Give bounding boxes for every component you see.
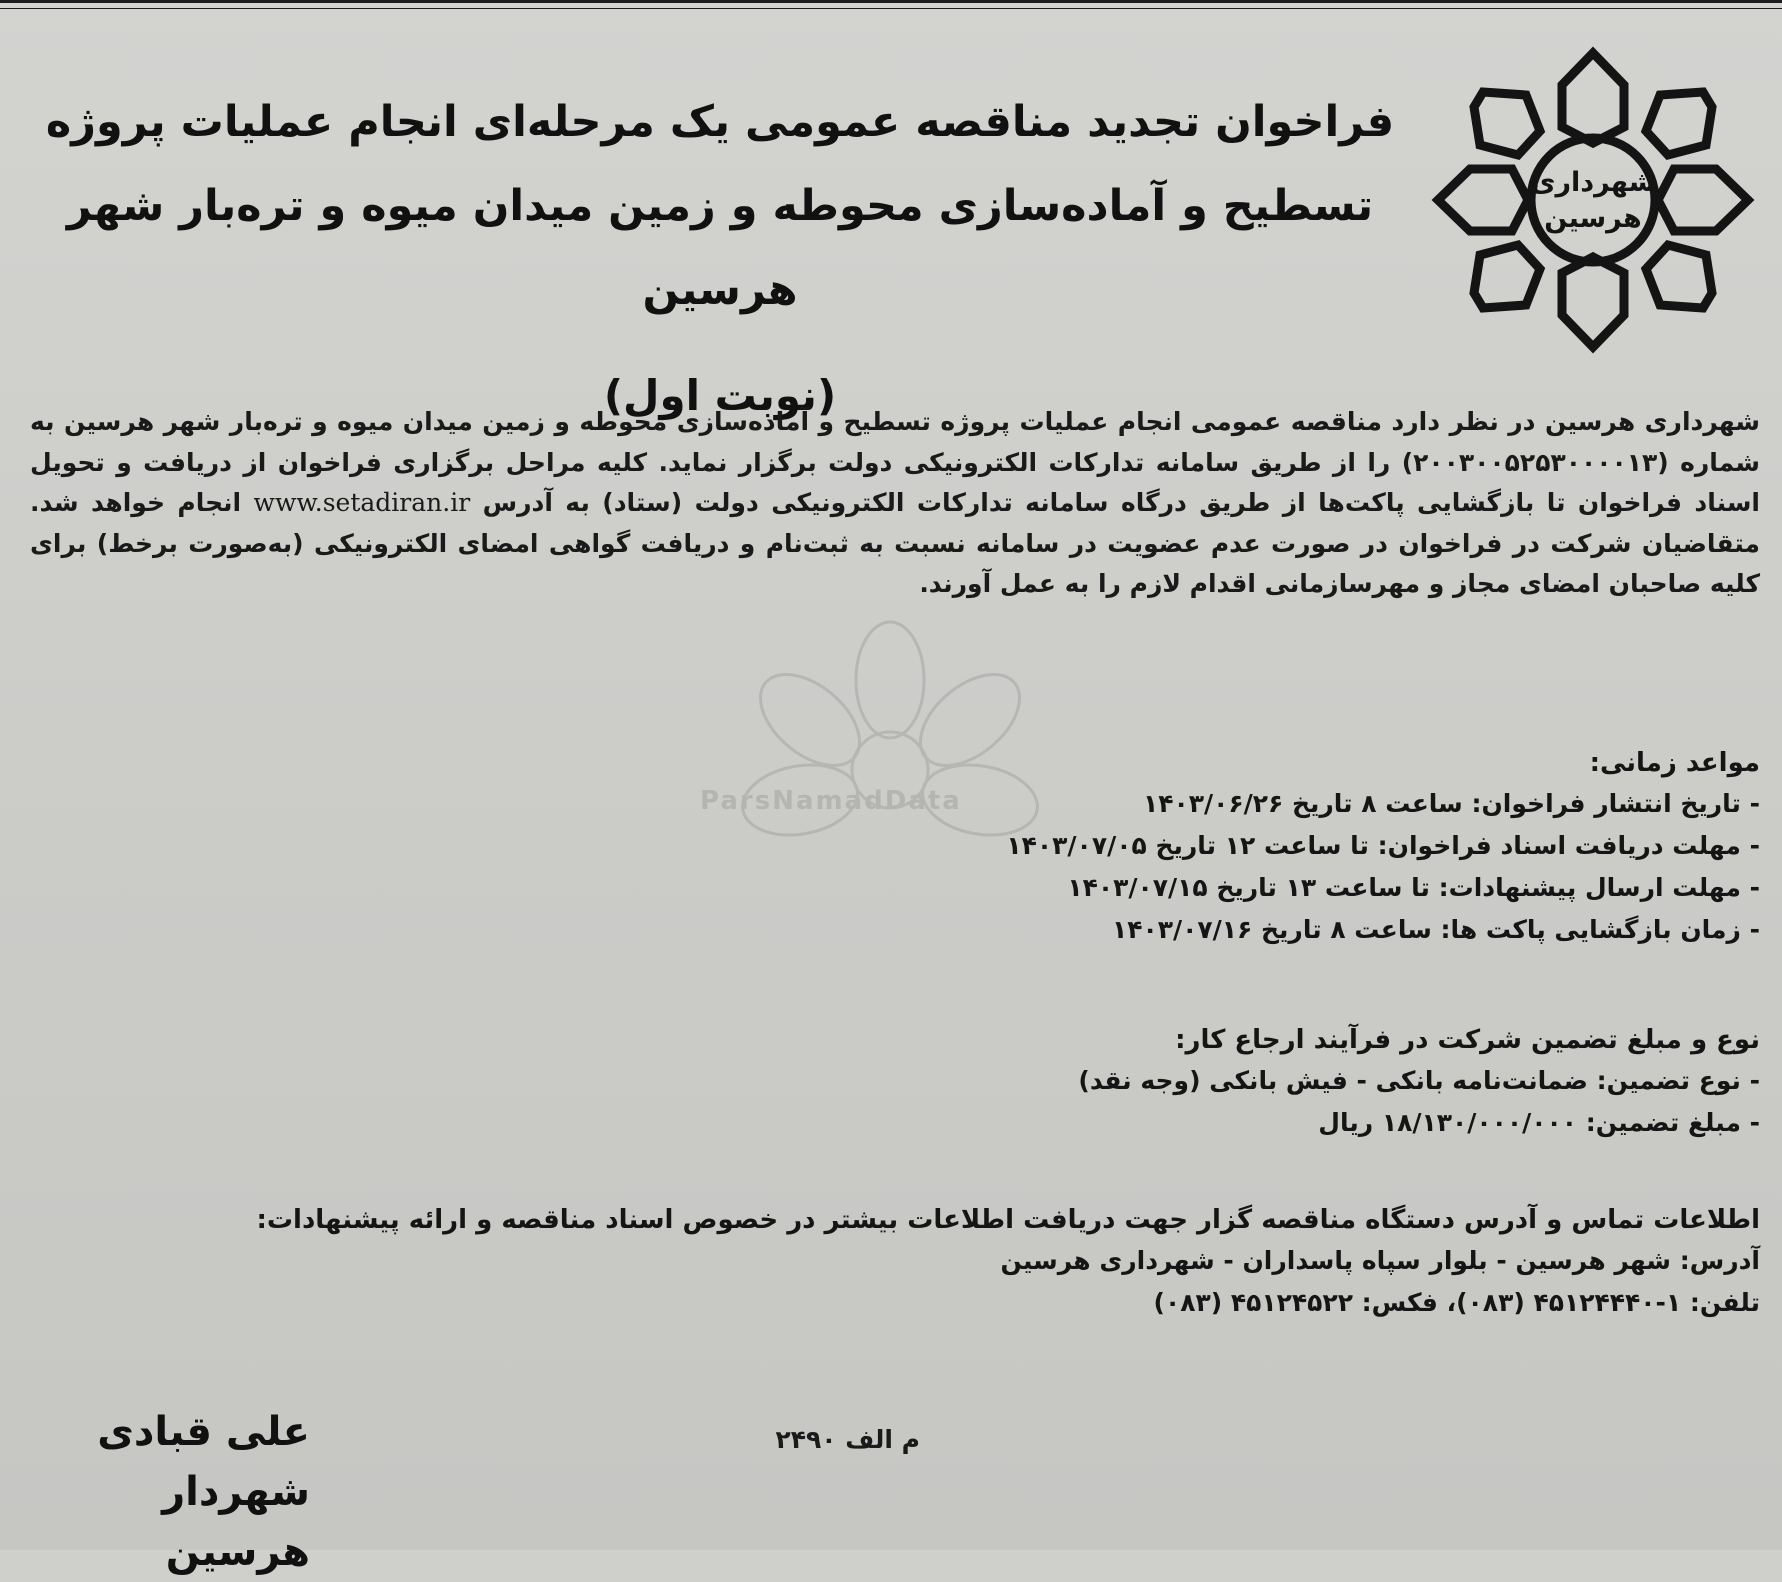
schedule-heading: مواعد زمانی: xyxy=(1589,748,1760,778)
setadiran-link[interactable]: www.setadiran.ir xyxy=(253,488,471,517)
octagram-emblem-icon xyxy=(1428,45,1758,355)
municipality-logo xyxy=(1428,45,1758,355)
contact-section xyxy=(30,1200,1760,1324)
contact-address: آدرس: شهر هرسین - بلوار سپاه پاسداران - شهرداری هرسین xyxy=(1000,1246,1760,1275)
watermark-text: ParsNamadData xyxy=(700,786,962,816)
publication-reference: م الف ۲۴۹۰ xyxy=(775,1425,920,1454)
logo-text-line1: شهرداری xyxy=(1530,167,1656,198)
top-border-rule xyxy=(0,0,1782,9)
notice-title-line1: فراخوان تجدید مناقصه عمومی یک مرحله‌ای انجام عملیات پروژه xyxy=(45,97,1395,147)
notice-title-line2: تسطیح و آماده‌سازی محوطه و زمین میدان میوه و تره‌بار شهر هرسین xyxy=(66,181,1374,315)
intro-part1: شهرداری هرسین در نظر دارد مناقصه عمومی انجام عملیات پروژه تسطیح و آماده‌سازی محوطه و زمین میدان میوه و تره‌بار شهر هرسین به شماره (۲۰۰۳۰۰۵۲۵۳۰۰۰۰۱۳) را از طریق سامانه تدارکات الکترونیکی دولت برگزار نماید. کلیه مراحل برگزاری فراخوان از دریافت و تحویل اسناد فراخوان تا بازگشایی پاکت‌ها از طریق درگاه سامانه تدارکات الکترونیکی دولت (ستاد) به آدرس xyxy=(30,407,1760,517)
intro-part2: انجام خواهد شد. متقاضیان شرکت در فراخوان در صورت عدم عضویت در سامانه نسبت به ثبت‌نام و دریافت گواهی امضای الکترونیکی (به‌صورت برخط) برای کلیه صاحبان امضای مجاز و مهرسازمانی اقدام لازم را به عمل آورند. xyxy=(30,488,1760,598)
guarantee-heading: نوع و مبلغ تضمین شرکت در فرآیند ارجاع کار: xyxy=(1175,1025,1760,1055)
contact-heading: اطلاعات تماس و آدرس دستگاه مناقصه گزار جهت دریافت اطلاعات بیشتر در خصوص اسناد مناقصه و ارائه پیشنهادات: xyxy=(256,1205,1760,1235)
notice-header xyxy=(30,80,1410,426)
guarantee-item: - نوع تضمین: ضمانت‌نامه بانکی - فیش بانکی (وجه نقد) xyxy=(1078,1066,1760,1095)
schedule-item: - زمان بازگشایی پاکت ها: ساعت ۸ تاریخ ۱۴۰۳/۰۷/۱۶ xyxy=(1111,915,1760,944)
signatory-role: شهردار هرسین xyxy=(162,1469,310,1575)
guarantee-item: - مبلغ تضمین: ۱۸/۱۳۰/۰۰۰/۰۰۰ ریال xyxy=(1318,1108,1760,1137)
schedule-item: - مهلت ارسال پیشنهادات: تا ساعت ۱۳ تاریخ ۱۴۰۳/۰۷/۱۵ xyxy=(1067,873,1760,902)
signatory-name: علی قبادی xyxy=(97,1409,310,1455)
guarantee-section xyxy=(30,1020,1760,1144)
intro-paragraph xyxy=(30,402,1760,605)
signature-block xyxy=(30,1402,310,1582)
contact-phone: تلفن: ۱-۴۵۱۲۴۴۴۰ (۰۸۳)، فکس: ۴۵۱۲۴۵۲۲ (۰۸۳) xyxy=(1153,1288,1760,1317)
logo-text-line2: هرسین xyxy=(1544,203,1642,234)
schedule-item: - مهلت دریافت اسناد فراخوان: تا ساعت ۱۲ تاریخ ۱۴۰۳/۰۷/۰۵ xyxy=(1006,831,1760,860)
schedule-item: - تاریخ انتشار فراخوان: ساعت ۸ تاریخ ۱۴۰۳/۰۶/۲۶ xyxy=(1142,789,1760,818)
schedule-section xyxy=(30,743,1760,951)
notice-subtitle: (نوبت اول) xyxy=(603,371,837,420)
